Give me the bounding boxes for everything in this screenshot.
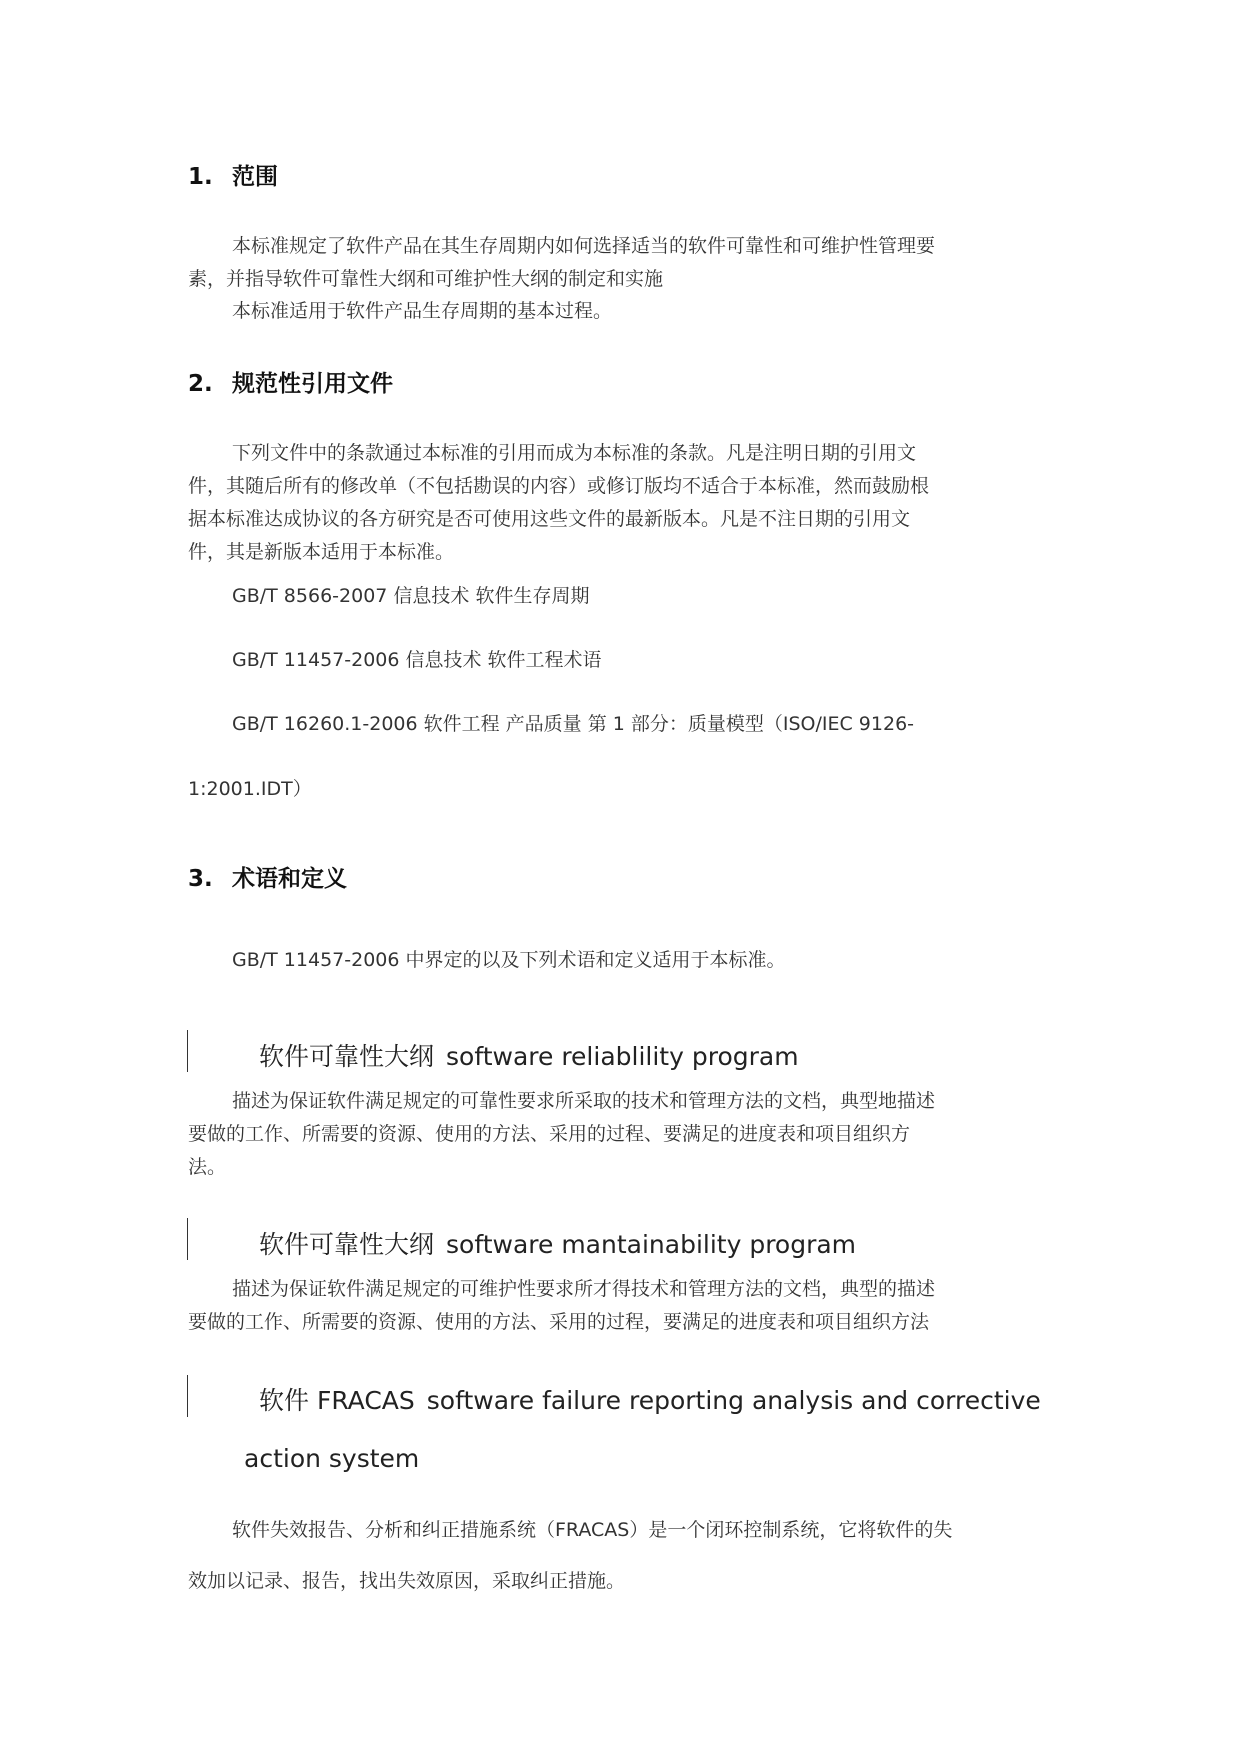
term-definition [188,1273,1058,1339]
term-english-name: software failure reporting analysis and corrective [426,1386,1041,1415]
paragraph-line: 软件失效报告、分析和纠正措施系统（FRACAS）是一个闭环控制系统，它将软件的失 [232,1519,953,1541]
paragraph-line: 要做的工作、所需要的资源、使用的方法、采用的过程，要满足的进度表和项目组织方法 [188,1311,930,1333]
term-marker-bar [187,1375,188,1417]
paragraph-line: 效加以记录、报告，找出失效原因，采取纠正措施。 [188,1570,626,1592]
paragraph-line: 件，其是新版本适用于本标准。 [188,541,455,563]
paragraph-line: 法。 [188,1156,227,1178]
section-number: 3. [188,866,213,892]
paragraph-line: 要做的工作、所需要的资源、使用的方法、采用的过程、要满足的进度表和项目组织方 [188,1123,911,1145]
scope-paragraph-2 [188,295,1058,328]
paragraph-line: 描述为保证软件满足规定的可维护性要求所才得技术和管理方法的文档，典型的描述 [232,1278,936,1300]
term-chinese-name: 软件可靠性大纲 [259,1230,435,1259]
section-heading-scope [188,158,278,191]
term-marker-bar [187,1030,188,1072]
term-heading [259,1225,856,1261]
section-title: 规范性引用文件 [232,371,393,397]
term-definition [188,1505,1058,1607]
term-english-name: software mantainability program [446,1230,857,1259]
reference-item-continuation: 1:2001.IDT） [188,778,312,800]
paragraph-line: 件，其随后所有的修改单（不包括勘误的内容）或修订版均不适合于本标准，然而鼓励根 [188,475,930,497]
references-paragraph [188,437,1058,569]
section-heading-normative-references [188,365,393,398]
term-english-name-continuation: action system [244,1444,420,1473]
section-title: 范围 [232,164,278,190]
section-heading-terms-and-definitions [188,860,347,893]
paragraph-line: 描述为保证软件满足规定的可靠性要求所采取的技术和管理方法的文档，典型地描述 [232,1090,936,1112]
paragraph-line: 本标准规定了软件产品在其生存周期内如何选择适当的软件可靠性和可维护性管理要 [232,235,936,257]
paragraph-line: 据本标准达成协议的各方研究是否可使用这些文件的最新版本。凡是不注日期的引用文 [188,508,911,530]
paragraph-line: 素，并指导软件可靠性大纲和可维护性大纲的制定和实施 [188,268,664,290]
reference-item: GB/T 8566-2007 信息技术 软件生存周期 [232,585,590,607]
term-heading [259,1381,1041,1417]
terms-intro: GB/T 11457-2006 中界定的以及下列术语和定义适用于本标准。 [232,949,786,971]
paragraph-line: 本标准适用于软件产品生存周期的基本过程。 [232,300,613,322]
term-definition [188,1085,1058,1184]
section-number: 1. [188,164,213,190]
term-heading [259,1037,799,1073]
paragraph-line: 下列文件中的条款通过本标准的引用而成为本标准的条款。凡是注明日期的引用文 [232,442,917,464]
scope-paragraph-1 [188,230,1058,296]
section-title: 术语和定义 [232,866,347,892]
term-chinese-name: 软件 FRACAS [259,1386,415,1415]
section-number: 2. [188,371,213,397]
reference-item: GB/T 11457-2006 信息技术 软件工程术语 [232,649,602,671]
term-english-name: software reliablility program [446,1042,799,1071]
term-marker-bar [187,1218,188,1260]
term-chinese-name: 软件可靠性大纲 [259,1042,435,1071]
reference-item: GB/T 16260.1-2006 软件工程 产品质量 第 1 部分：质量模型（ISO/IEC 9126- [232,713,915,735]
